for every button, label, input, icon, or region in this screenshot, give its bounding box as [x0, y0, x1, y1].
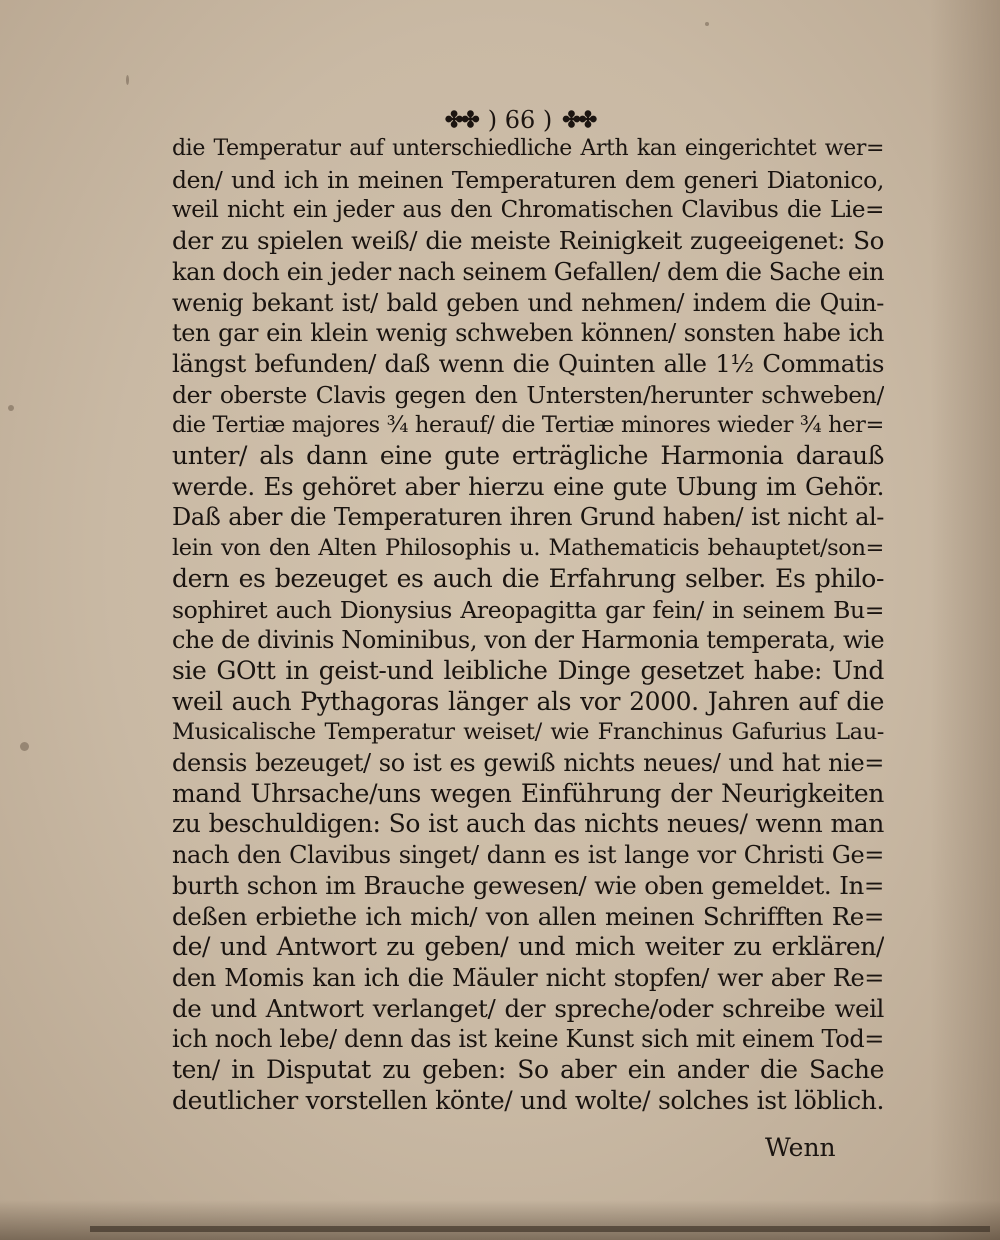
left-ornament-icon: ✤✤: [444, 107, 478, 133]
paper-speck: [20, 742, 29, 751]
text-line: nach den Clavibus singet/ dann es ist lange vor Christi Ge=: [172, 841, 884, 870]
paper-speck: [8, 405, 14, 411]
text-line: unter/ als dann eine gute erträgliche Harmonia darauß: [172, 441, 884, 471]
text-line: der oberste Clavis gegen den Untersten/herunter schweben/: [172, 380, 884, 409]
page-bottom-shadow: [0, 1200, 1000, 1240]
text-line: den Momis kan ich die Mäuler nicht stopfen/ wer aber Re=: [172, 963, 884, 992]
body-text: [172, 134, 884, 1117]
text-line: der zu spielen weiß/ die meiste Reinigkeit zugeeigenet: So: [172, 226, 884, 256]
text-line: sie GOtt in geist-und leibliche Dinge gesetzet habe: Und: [172, 655, 884, 685]
text-line: densis bezeuget/ so ist es gewiß nichts neues/ und hat nie=: [172, 749, 884, 778]
text-line: mand Uhrsache/uns wegen Einführung der Neurigkeiten: [172, 778, 884, 808]
paper-speck: [126, 75, 129, 85]
text-line: wenig bekant ist/ bald geben und nehmen/ indem die Quin-: [172, 288, 884, 317]
text-line: de/ und Antwort zu geben/ und mich weiter zu erklären/: [172, 932, 884, 962]
text-line: burth schon im Brauche gewesen/ wie oben gemeldet. In=: [172, 870, 884, 900]
text-line: deutlicher vorstellen könte/ und wolte/ solches ist löblich.: [172, 1085, 884, 1115]
text-line: deßen erbiethe ich mich/ von allen meinen Schrifften Re=: [172, 901, 884, 931]
text-line: Musicalische Temperatur weiset/ wie Franchinus Gafurius Lau-: [172, 719, 884, 746]
page-number: ) 66 ): [487, 106, 553, 134]
text-line: die Temperatur auf unterschiedliche Arth kan eingerichtet wer=: [172, 136, 884, 161]
text-line: weil nicht ein jeder aus den Chromatischen Clavibus die Lie=: [172, 197, 884, 224]
text-line: die Tertiæ majores ¾ herauf/ die Tertiæ minores wieder ¾ her=: [172, 412, 884, 439]
text-line: lein von den Alten Philosophis u. Mathematicis behauptet/son=: [172, 535, 884, 562]
text-line: werde. Es gehöret aber hierzu eine gute Ubung im Gehör.: [172, 471, 884, 501]
text-line: längst befunden/ daß wenn die Quinten alle 1½ Commatis: [172, 348, 884, 378]
text-line: sophiret auch Dionysius Areopagitta gar fein/ in seinem Bu=: [172, 595, 884, 624]
text-line: ich noch lebe/ denn das ist keine Kunst sich mit einem Tod=: [172, 1025, 884, 1054]
text-line: ten/ in Disputat zu geben: So aber ein ander die Sache: [172, 1055, 884, 1085]
text-line: de und Antwort verlanget/ der spreche/oder schreibe weil: [172, 993, 884, 1023]
text-line: weil auch Pythagoras länger als vor 2000. Jahren auf die: [172, 686, 884, 716]
text-line: kan doch ein jeder nach seinem Gefallen/ dem die Sache ein: [172, 257, 884, 286]
right-ornament-icon: ✤✤: [562, 107, 596, 133]
text-line: zu beschuldigen: So ist auch das nichts neues/ wenn man: [172, 809, 884, 839]
text-line: Daß aber die Temperaturen ihren Grund haben/ ist nicht al-: [172, 503, 884, 532]
paper-speck: [705, 22, 709, 26]
text-line: ten gar ein klein wenig schweben können/ sonsten habe ich: [172, 319, 884, 348]
catchword: Wenn: [765, 1133, 836, 1162]
text-line: den/ und ich in meinen Temperaturen dem generi Diatonico,: [172, 165, 884, 194]
text-line: che de divinis Nominibus, von der Harmonia temperata, wie: [172, 626, 884, 655]
bottom-page-edge: [90, 1226, 990, 1232]
text-line: dern es bezeuget es auch die Erfahrung selber. Es philo-: [172, 563, 884, 593]
page-edge-shadow: [930, 0, 1000, 1240]
